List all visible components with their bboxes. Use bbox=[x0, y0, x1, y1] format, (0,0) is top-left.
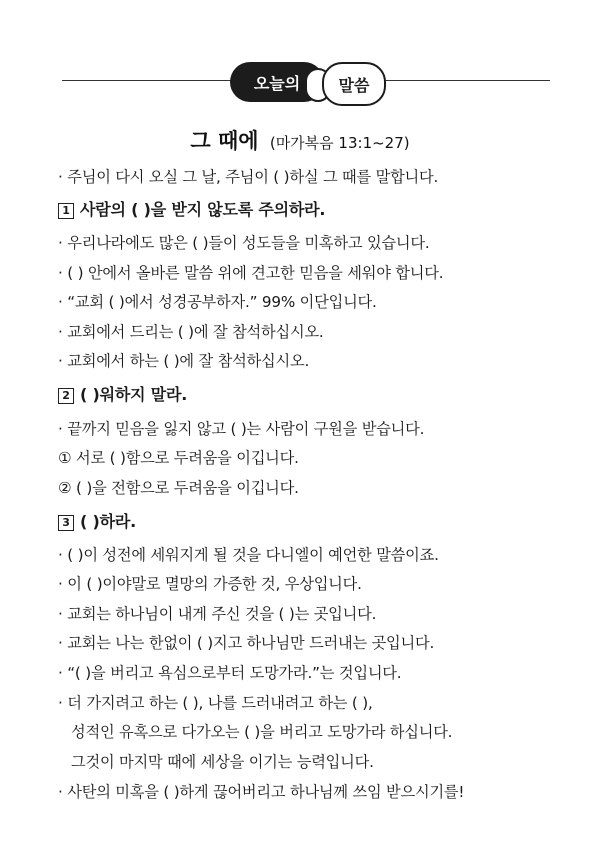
section-number: 3 bbox=[58, 515, 74, 531]
section-heading-text: ( )워하지 말라. bbox=[80, 385, 188, 404]
list-item: · ( ) 안에서 올바른 말씀 위에 견고한 믿음을 세워야 합니다. bbox=[58, 264, 444, 282]
list-item: · 교회는 하나님이 내게 주신 것을 ( )는 곳입니다. bbox=[58, 605, 377, 623]
today-label: 오늘의 bbox=[253, 73, 301, 93]
section-heading-text: 사람의 ( )을 받지 않도록 주의하라. bbox=[80, 200, 326, 219]
list-item-continuation: 그것이 마지막 때에 세상을 이기는 능력입니다. bbox=[71, 753, 374, 771]
list-item: · “( )을 버리고 욕심으로부터 도망가라.”는 것입니다. bbox=[58, 664, 402, 682]
list-item: · 교회에서 하는 ( )에 잘 참석하십시오. bbox=[58, 352, 310, 370]
title-reference: (마가복음 13:1~27) bbox=[269, 134, 410, 152]
list-item: · 사탄의 미혹을 ( )하게 끊어버리고 하나님께 쓰임 받으시기를! bbox=[58, 783, 465, 801]
word-label: 말씀 bbox=[338, 75, 370, 95]
list-item: · “교회 ( )에서 성경공부하자.” 99% 이단입니다. bbox=[58, 293, 377, 311]
list-item: · 주님이 다시 오실 그 날, 주님이 ( )하실 그 때를 말합니다. bbox=[58, 168, 439, 186]
section-number: 2 bbox=[58, 388, 74, 404]
list-item: · 끝까지 믿음을 잃지 않고 ( )는 사람이 구원을 받습니다. bbox=[58, 420, 425, 438]
list-item-continuation: 성적인 유혹으로 다가오는 ( )을 버리고 도망가라 하십니다. bbox=[71, 723, 453, 741]
list-item: · 더 가지려고 하는 ( ), 나를 드러내려고 하는 ( ), bbox=[58, 694, 373, 712]
list-item: · 교회에서 드리는 ( )에 잘 참석하십시오. bbox=[58, 323, 324, 341]
list-item: · 우리나라에도 많은 ( )들이 성도들을 미혹하고 있습니다. bbox=[58, 234, 430, 252]
list-item: ① 서로 ( )함으로 두려움을 이깁니다. bbox=[58, 449, 299, 467]
header-banner bbox=[0, 58, 600, 118]
list-item: · 이 ( )이야말로 멸망의 가증한 것, 우상입니다. bbox=[58, 575, 362, 593]
title-main: 그 때에 bbox=[190, 129, 259, 153]
list-item: · 교회는 나는 한없이 ( )지고 하나님만 드러내는 곳입니다. bbox=[58, 634, 435, 652]
section-heading bbox=[58, 385, 187, 405]
section-number: 1 bbox=[58, 203, 74, 219]
list-item: · ( )이 성전에 세워지게 될 것을 다니엘이 예언한 말씀이죠. bbox=[58, 546, 439, 564]
list-item: ② ( )을 전함으로 두려움을 이깁니다. bbox=[58, 479, 299, 497]
section-heading bbox=[58, 512, 136, 532]
page-title bbox=[0, 125, 600, 155]
word-pill bbox=[322, 62, 386, 106]
section-heading-text: ( )하라. bbox=[80, 512, 136, 531]
section-heading bbox=[58, 200, 325, 220]
